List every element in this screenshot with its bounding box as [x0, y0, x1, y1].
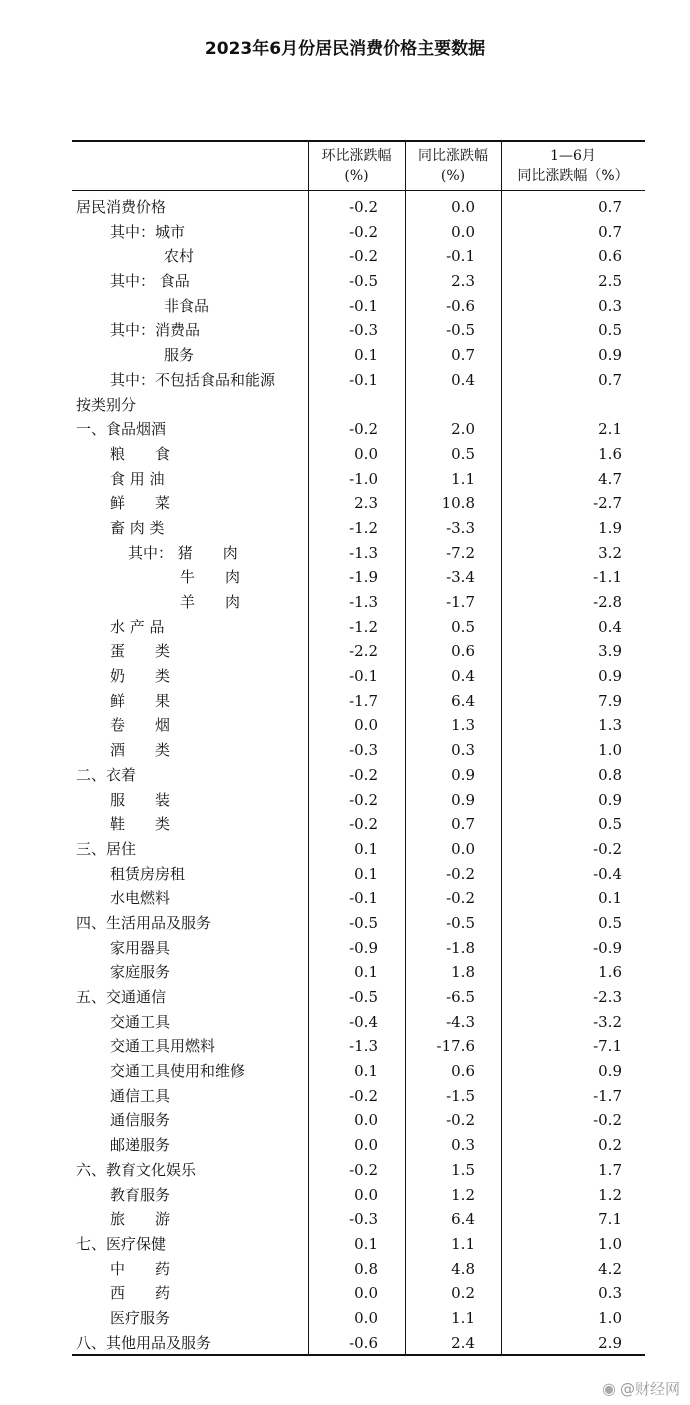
ytd-value: -1.7 — [593, 1086, 622, 1105]
ytd-value: 7.9 — [598, 691, 622, 710]
row-label: 畜 肉 类 — [110, 518, 165, 537]
yoy-value: -1.8 — [446, 938, 475, 957]
mom-value: -0.1 — [349, 667, 378, 686]
mom-value: -0.3 — [349, 321, 378, 340]
mom-value: -1.2 — [349, 518, 378, 537]
yoy-value: 1.1 — [451, 469, 475, 488]
yoy-value: 6.4 — [451, 691, 475, 710]
table-row — [72, 1084, 645, 1109]
mom-value: -1.3 — [349, 1037, 378, 1056]
header-ytd — [501, 146, 645, 188]
ytd-value: 1.7 — [598, 1160, 622, 1179]
yoy-value: 0.6 — [451, 642, 475, 661]
ytd-value: 1.6 — [598, 444, 622, 463]
yoy-value: -7.2 — [446, 543, 475, 562]
yoy-value: -3.3 — [446, 518, 475, 537]
mom-value: 0.0 — [354, 1136, 378, 1155]
ytd-value: 2.5 — [598, 272, 622, 291]
table-row — [72, 368, 645, 393]
row-label: 鞋 类 — [110, 815, 171, 834]
ytd-value: -2.3 — [593, 988, 622, 1006]
ytd-value: 1.9 — [598, 518, 622, 537]
yoy-value: 10.8 — [441, 494, 475, 513]
row-label: 水 产 品 — [110, 617, 165, 636]
yoy-value: 0.4 — [451, 370, 475, 389]
table-row — [72, 985, 645, 1010]
table-row — [72, 1281, 645, 1306]
table-row — [72, 565, 645, 590]
mom-value: -0.3 — [349, 1210, 378, 1229]
table-row — [72, 516, 645, 541]
ytd-value: 3.9 — [598, 642, 622, 661]
mom-value: -1.9 — [349, 568, 378, 587]
row-label: 酒 类 — [110, 741, 171, 760]
yoy-value: -0.5 — [446, 913, 475, 932]
mom-value: 0.1 — [354, 963, 378, 982]
row-label: 其中：不包括食品和能源 — [110, 370, 276, 389]
row-label: 一、食品烟酒 — [76, 420, 167, 439]
ytd-value: 1.0 — [598, 1234, 622, 1253]
yoy-value: 1.2 — [451, 1185, 475, 1204]
mom-value: 0.0 — [354, 1308, 378, 1327]
ytd-value: -1.1 — [593, 568, 622, 587]
mom-value: -0.5 — [349, 988, 378, 1006]
header-mom-title: 环比涨跌幅 — [321, 148, 392, 164]
ytd-value: -2.7 — [593, 494, 622, 513]
table-header-rule — [72, 190, 645, 191]
table-row — [72, 1010, 645, 1035]
yoy-value: 1.3 — [451, 716, 475, 735]
table-row — [72, 1232, 645, 1257]
table-row — [72, 960, 645, 985]
ytd-value: 0.4 — [598, 617, 622, 636]
mom-value — [308, 393, 378, 418]
yoy-value: 1.8 — [451, 963, 475, 982]
yoy-value: -6.5 — [446, 988, 475, 1006]
ytd-value: 0.1 — [598, 889, 622, 908]
ytd-value: -7.1 — [593, 1037, 622, 1056]
yoy-value: -0.2 — [446, 864, 475, 883]
watermark-text: @财经网 — [619, 1380, 680, 1398]
mom-value: -0.2 — [349, 790, 378, 809]
table-row — [72, 1257, 645, 1282]
mom-value: -0.2 — [349, 247, 378, 266]
ytd-value: 0.6 — [598, 247, 622, 266]
table-row — [72, 788, 645, 813]
row-label: 旅 游 — [110, 1210, 171, 1229]
table-row — [72, 1158, 645, 1183]
row-label: 七、医疗保健 — [76, 1234, 167, 1253]
row-label: 租赁房房租 — [110, 864, 186, 883]
yoy-value: 0.4 — [451, 667, 475, 686]
table-row — [72, 1331, 645, 1356]
row-label: 其中： 食品 — [110, 272, 190, 291]
ytd-value: 0.9 — [598, 1062, 622, 1081]
row-label: 按类别分 — [76, 395, 137, 414]
mom-value: 0.0 — [354, 716, 378, 735]
mom-value: -0.2 — [349, 420, 378, 439]
ytd-value: -3.2 — [593, 1012, 622, 1031]
header-yoy-title: 同比涨跌幅 — [418, 148, 488, 164]
table-row — [72, 1207, 645, 1232]
page-title: 2023年6月份居民消费价格主要数据 — [204, 39, 486, 59]
mom-value: 0.0 — [354, 1284, 378, 1303]
ytd-value: -2.8 — [593, 593, 622, 611]
table-row — [72, 689, 645, 714]
row-label: 食 用 油 — [110, 469, 165, 488]
yoy-value: 0.7 — [451, 346, 475, 365]
mom-value: -0.2 — [349, 815, 378, 834]
table-row — [72, 318, 645, 343]
row-label: 通信服务 — [110, 1111, 171, 1130]
row-label: 其中： 猪 肉 — [128, 543, 238, 562]
mom-value: 0.0 — [354, 444, 378, 463]
yoy-value: -1.5 — [446, 1086, 475, 1105]
row-label: 卷 烟 — [110, 716, 171, 735]
row-label: 非食品 — [164, 296, 210, 315]
ytd-value: 0.7 — [598, 370, 622, 389]
yoy-value: -4.3 — [446, 1012, 475, 1031]
yoy-value: 2.4 — [451, 1333, 475, 1352]
mom-value: -0.3 — [349, 741, 378, 760]
yoy-value: -1.7 — [446, 593, 475, 611]
yoy-value: -3.4 — [446, 568, 475, 587]
mom-value: -0.6 — [349, 1333, 378, 1352]
ytd-value: 4.7 — [598, 469, 622, 488]
ytd-value: 1.0 — [598, 1308, 622, 1327]
header-mom-unit: (%) — [344, 168, 369, 184]
table-row — [72, 886, 645, 911]
row-label: 奶 类 — [110, 667, 171, 686]
ytd-value: 2.9 — [598, 1333, 622, 1352]
row-label: 教育服务 — [110, 1185, 171, 1204]
yoy-value: 1.1 — [451, 1308, 475, 1327]
weibo-icon: ◉ — [602, 1379, 616, 1398]
ytd-value: 7.1 — [598, 1210, 622, 1229]
ytd-value: 0.9 — [598, 346, 622, 365]
table-row — [72, 615, 645, 640]
table-top-rule — [72, 140, 645, 142]
yoy-value: 2.3 — [451, 272, 475, 291]
watermark — [602, 1378, 680, 1399]
yoy-value: 0.0 — [451, 198, 475, 216]
table-row — [72, 590, 645, 615]
table-row — [72, 541, 645, 566]
row-label: 交通工具使用和维修 — [110, 1062, 246, 1081]
table-row — [72, 442, 645, 467]
table-row — [72, 467, 645, 492]
row-label: 鲜 果 — [110, 691, 171, 710]
mom-value: 0.1 — [354, 839, 378, 858]
yoy-value: 4.8 — [451, 1259, 475, 1278]
row-label: 牛 肉 — [180, 568, 241, 587]
table-row — [72, 244, 645, 269]
table-row — [72, 713, 645, 738]
table-row — [72, 837, 645, 862]
table-row — [72, 1034, 645, 1059]
ytd-value: -0.2 — [593, 839, 622, 858]
yoy-value: 0.6 — [451, 1062, 475, 1081]
row-label: 其中：城市 — [110, 222, 186, 241]
mom-value: 0.8 — [354, 1259, 378, 1278]
row-label: 羊 肉 — [180, 593, 241, 611]
mom-value: -0.4 — [349, 1012, 378, 1031]
cpi-table-body — [72, 195, 645, 1355]
mom-value: 0.0 — [354, 1185, 378, 1204]
mom-value: 0.1 — [354, 1234, 378, 1253]
table-row — [72, 294, 645, 319]
table-row — [72, 812, 645, 837]
yoy-value: 0.5 — [451, 617, 475, 636]
row-label: 家用器具 — [110, 938, 171, 957]
yoy-value: -0.2 — [446, 889, 475, 908]
ytd-value: 1.2 — [598, 1185, 622, 1204]
row-label: 水电燃料 — [110, 889, 171, 908]
row-label: 二、衣着 — [76, 765, 137, 784]
header-yoy — [405, 146, 501, 188]
mom-value: -1.3 — [349, 543, 378, 562]
ytd-value: -0.9 — [593, 938, 622, 957]
row-label: 六、教育文化娱乐 — [76, 1160, 197, 1179]
ytd-value: -0.4 — [593, 864, 622, 883]
yoy-value: 1.1 — [451, 1234, 475, 1253]
yoy-value: 0.0 — [451, 839, 475, 858]
yoy-value: 0.0 — [451, 222, 475, 241]
mom-value: -0.2 — [349, 222, 378, 241]
table-row — [72, 269, 645, 294]
yoy-value: 0.7 — [451, 815, 475, 834]
table-row — [72, 195, 645, 220]
yoy-value — [405, 393, 475, 418]
table-row — [72, 664, 645, 689]
row-label: 交通工具用燃料 — [110, 1037, 216, 1056]
row-label: 农村 — [164, 247, 195, 266]
mom-value: -0.1 — [349, 296, 378, 315]
mom-value: 2.3 — [354, 494, 378, 513]
row-label: 五、交通通信 — [76, 988, 167, 1006]
table-row — [72, 738, 645, 763]
mom-value: 0.1 — [354, 864, 378, 883]
mom-value: -0.5 — [349, 913, 378, 932]
row-label: 三、居住 — [76, 839, 137, 858]
ytd-value: 1.6 — [598, 963, 622, 982]
row-label: 邮递服务 — [110, 1136, 171, 1155]
yoy-value: -0.2 — [446, 1111, 475, 1130]
ytd-value: 0.8 — [598, 765, 622, 784]
ytd-value: 0.7 — [598, 222, 622, 241]
yoy-value: 6.4 — [451, 1210, 475, 1229]
ytd-value: 0.9 — [598, 667, 622, 686]
yoy-value: 0.9 — [451, 790, 475, 809]
header-ytd-period: 1—6月 — [550, 148, 596, 164]
ytd-value: 0.9 — [598, 790, 622, 809]
table-row — [72, 220, 645, 245]
yoy-value: 0.2 — [451, 1284, 475, 1303]
yoy-value: 0.9 — [451, 765, 475, 784]
yoy-value: 2.0 — [451, 420, 475, 439]
ytd-value: 0.5 — [598, 913, 622, 932]
row-label: 医疗服务 — [110, 1308, 171, 1327]
yoy-value: -0.5 — [446, 321, 475, 340]
ytd-value: 1.3 — [598, 716, 622, 735]
yoy-value: -0.1 — [446, 247, 475, 266]
row-label: 蛋 类 — [110, 642, 171, 661]
row-label: 西 药 — [110, 1284, 171, 1303]
header-yoy-unit: (%) — [440, 168, 466, 184]
header-mom — [308, 146, 405, 188]
yoy-value: 1.5 — [451, 1160, 475, 1179]
mom-value: -0.5 — [349, 272, 378, 291]
table-row — [72, 343, 645, 368]
mom-value: -1.7 — [349, 691, 378, 710]
yoy-value: 0.3 — [451, 741, 475, 760]
row-label: 其中：消费品 — [110, 321, 201, 340]
yoy-value: -17.6 — [436, 1037, 475, 1056]
table-row — [72, 417, 645, 442]
table-row — [72, 1108, 645, 1133]
mom-value: 0.1 — [354, 346, 378, 365]
ytd-value: 0.5 — [598, 815, 622, 834]
mom-value: 0.1 — [354, 1062, 378, 1081]
row-label: 通信工具 — [110, 1086, 171, 1105]
mom-value: -0.1 — [349, 889, 378, 908]
row-label: 鲜 菜 — [110, 494, 171, 513]
ytd-value: -0.2 — [593, 1111, 622, 1130]
table-row — [72, 1306, 645, 1331]
row-label: 家庭服务 — [110, 963, 171, 982]
ytd-value: 4.2 — [598, 1259, 622, 1278]
table-row — [72, 1059, 645, 1084]
table-row — [72, 393, 645, 418]
ytd-value: 0.3 — [598, 1284, 622, 1303]
mom-value: -0.2 — [349, 198, 378, 216]
row-label: 八、其他用品及服务 — [76, 1333, 212, 1352]
row-label: 交通工具 — [110, 1012, 171, 1031]
mom-value: -1.2 — [349, 617, 378, 636]
table-row — [72, 763, 645, 788]
table-row — [72, 862, 645, 887]
yoy-value: 0.5 — [451, 444, 475, 463]
table-row — [72, 1183, 645, 1208]
mom-value: -0.2 — [349, 1086, 378, 1105]
mom-value: 0.0 — [354, 1111, 378, 1130]
row-label: 粮 食 — [110, 444, 171, 463]
row-label: 四、生活用品及服务 — [76, 913, 212, 932]
ytd-value: 0.7 — [598, 198, 622, 216]
ytd-value: 1.0 — [598, 741, 622, 760]
mom-value: -2.2 — [349, 642, 378, 661]
ytd-value: 0.2 — [598, 1136, 622, 1155]
table-row — [72, 639, 645, 664]
mom-value: -1.3 — [349, 593, 378, 611]
yoy-value: -0.6 — [446, 296, 475, 315]
table-row — [72, 911, 645, 936]
mom-value: -0.9 — [349, 938, 378, 957]
ytd-value — [552, 393, 622, 418]
table-row — [72, 1133, 645, 1158]
ytd-value: 3.2 — [598, 543, 622, 562]
ytd-value: 2.1 — [598, 420, 622, 439]
row-label: 服 装 — [110, 790, 171, 809]
table-row — [72, 491, 645, 516]
row-label: 中 药 — [110, 1259, 171, 1278]
mom-value: -0.2 — [349, 765, 378, 784]
ytd-value: 0.3 — [598, 296, 622, 315]
table-row — [72, 936, 645, 961]
row-label: 居民消费价格 — [76, 198, 167, 216]
header-ytd-title: 同比涨跌幅（%） — [517, 168, 629, 184]
mom-value: -1.0 — [349, 469, 378, 488]
row-label: 服务 — [164, 346, 195, 365]
mom-value: -0.1 — [349, 370, 378, 389]
mom-value: -0.2 — [349, 1160, 378, 1179]
ytd-value: 0.5 — [598, 321, 622, 340]
yoy-value: 0.3 — [451, 1136, 475, 1155]
